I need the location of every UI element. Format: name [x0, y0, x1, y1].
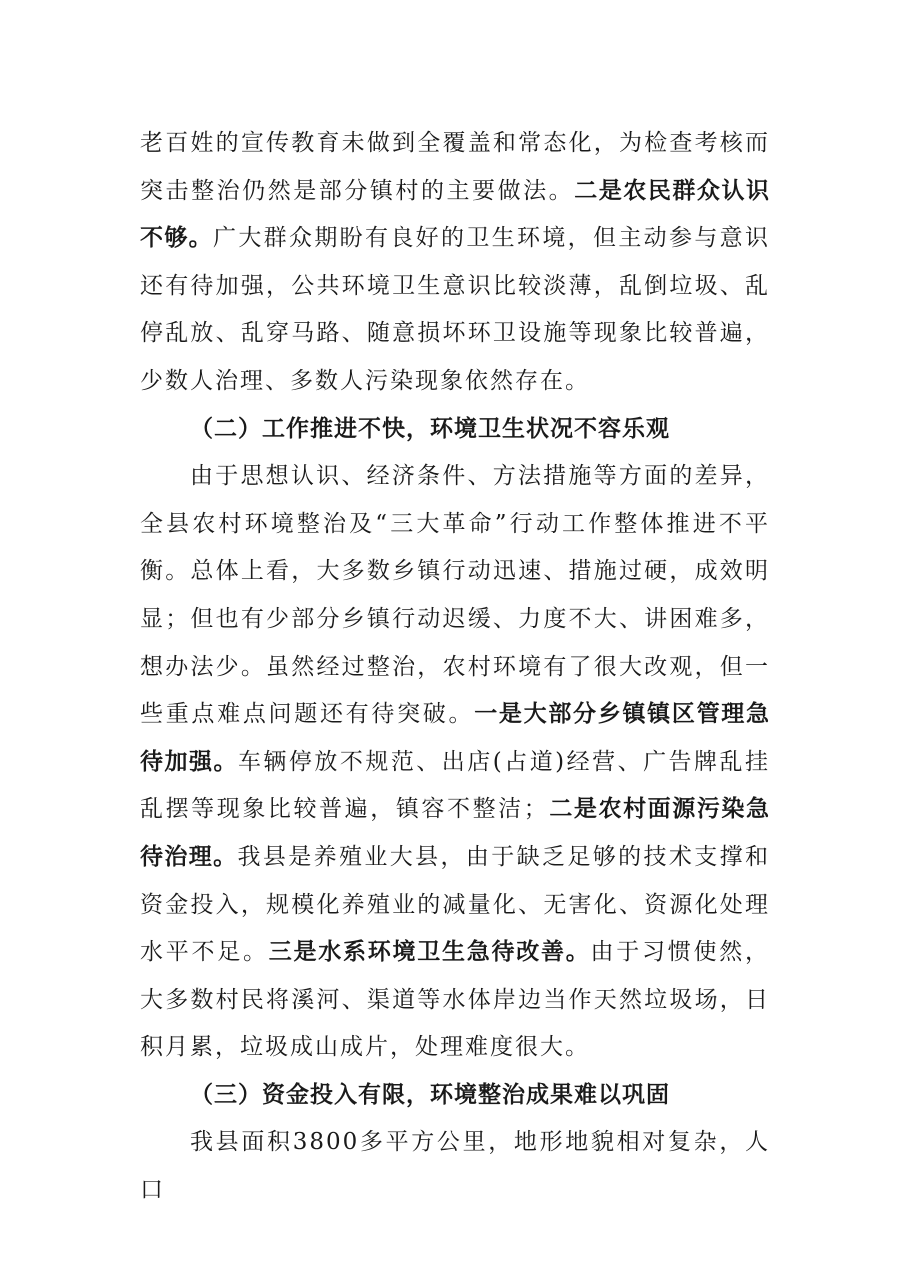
paragraph-2-bold-2: 二是农村面源污染急待治理。 [140, 796, 771, 870]
paragraph-1-text: 老百姓的宣传教育未做到全覆盖和常态化，为检查考核而突击整治仍然是部分镇村的主要做法。 [140, 130, 770, 204]
section-heading-3: （三）资金投入有限，环境整治成果难以巩固 [190, 1081, 670, 1108]
paragraph-2 [140, 453, 770, 1072]
paragraph-2-text-4: 由于习惯使然，大多数村民将溪河、渠道等水体岸边当作天然垃圾场，日积月累，垃圾成山成片，处理难度很大。 [140, 939, 770, 1061]
section-heading-2: （二）工作推进不快，环境卫生状况不容乐观 [190, 415, 670, 442]
paragraph-1-text-2: 广大群众期盼有良好的卫生环境，但主动参与意识还有待加强，公共环境卫生意识比较淡薄，乱倒垃圾、乱停乱放、乱穿马路、随意损坏环卫设施等现象比较普遍，少数人治理、多数人污染现象依然存在。 [140, 225, 770, 394]
paragraph-1-bold: 二是农民群众认识不够。 [140, 177, 771, 252]
paragraph-2-bold-3: 三是水系环境卫生急待改善。 [268, 939, 591, 966]
paragraph-1 [140, 120, 770, 406]
paragraph-2-bold-1: 一是大部分乡镇镇区管理急待加强。 [140, 701, 771, 775]
document-page [140, 120, 770, 1215]
paragraph-2-text-3: 我县是养殖业大县，由于缺乏足够的技术支撑和资金投入，规模化养殖业的减量化、无害化、资源化处理水平不足。 [140, 843, 770, 966]
paragraph-2-text-1: 由于思想认识、经济条件、方法措施等方面的差异，全县农村环境整治及“三大革命”行动工作整体推进不平衡。总体上看，大多数乡镇行动迅速、措施过硬，成效明显；但也有少部分乡镇行动迟缓、力度不大、讲困难多，想办法少。虽然经过整治，农村环境有了很大改观，但一些重点难点问题还有待突破。 [140, 463, 770, 728]
paragraph-2-text-2: 车辆停放不规范、出店(占道)经营、广告牌乱挂乱摆等现象比较普遍，镇容不整洁； [140, 748, 771, 823]
paragraph-3: 我县面积3800多平方公里，地形地貌相对复杂，人口 [140, 1129, 770, 1204]
